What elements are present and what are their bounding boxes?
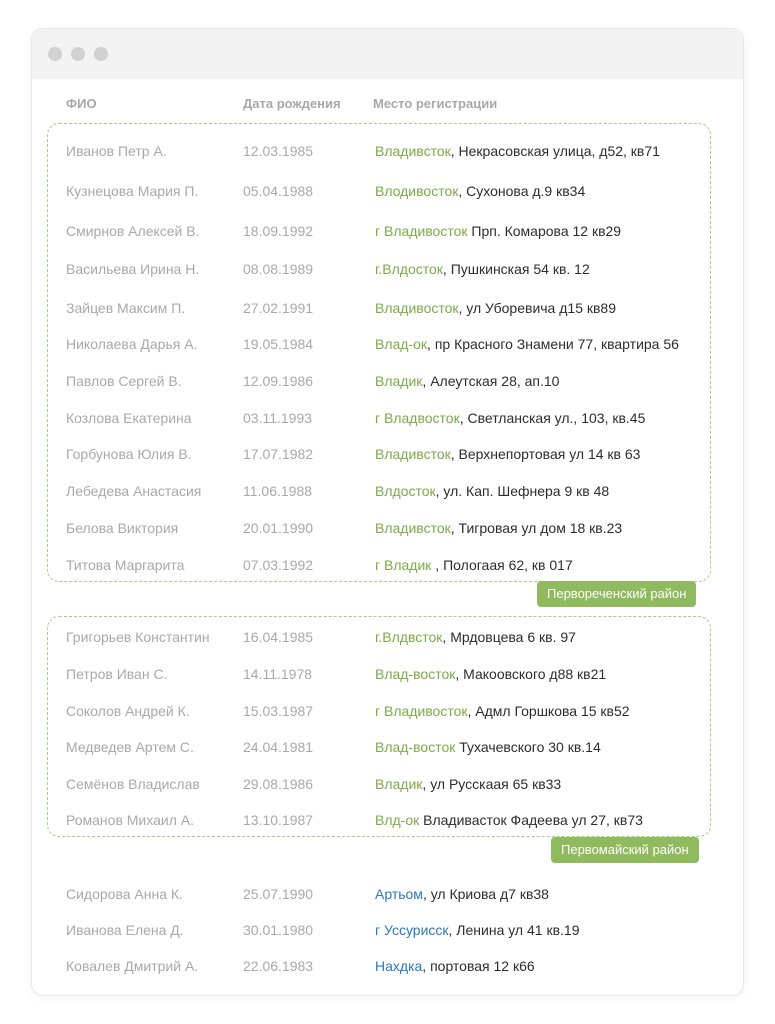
row-address-rest: , Сухонова д.9 кв34 [458, 183, 586, 199]
row-address [375, 336, 679, 352]
row-birthdate: 12.03.1985 [243, 143, 314, 159]
window-titlebar [32, 29, 743, 79]
table-row [32, 326, 743, 362]
row-birthdate: 05.04.1988 [243, 183, 314, 199]
row-city: Владивсток [375, 446, 451, 462]
window-minimize-dot[interactable] [71, 47, 85, 61]
row-birthdate: 20.01.1990 [243, 520, 314, 536]
row-address [375, 261, 590, 277]
row-birthdate: 07.03.1992 [243, 557, 314, 573]
row-city: Владик [375, 776, 423, 792]
row-birthdate: 27.02.1991 [243, 300, 314, 316]
table-row [32, 133, 743, 169]
row-address [375, 666, 606, 682]
row-city: г.Влдосток [375, 261, 443, 277]
table-row [32, 436, 743, 472]
row-address-rest: Тухачевского 30 кв.14 [455, 739, 601, 755]
row-birthdate: 17.07.1982 [243, 446, 314, 462]
row-address-rest: , Мрдовцева 6 кв. 97 [442, 629, 576, 645]
row-address [375, 223, 621, 239]
row-city: Влдосток [375, 483, 436, 499]
row-birthdate: 03.11.1993 [243, 410, 313, 426]
row-address-rest: , Ленина ул 41 кв.19 [448, 922, 580, 938]
table-row [32, 912, 743, 948]
table-row [32, 766, 743, 802]
row-address-rest: , ул Уборевича д15 кв89 [458, 300, 617, 316]
row-name: Васильева Ирина Н. [66, 261, 200, 277]
row-birthdate: 24.04.1981 [243, 739, 314, 755]
row-address [375, 446, 640, 462]
row-birthdate: 13.10.1987 [243, 812, 314, 828]
row-city: г Владивосток [375, 703, 468, 719]
row-address-rest: , портовая 12 к66 [422, 958, 535, 974]
row-address [375, 183, 585, 199]
row-name: Сидорова Анна К. [66, 886, 183, 902]
row-address [375, 886, 549, 902]
table-row [32, 547, 743, 583]
table-row [32, 290, 743, 326]
row-address-rest: , Тигровая ул дом 18 кв.23 [450, 520, 623, 536]
window-close-dot[interactable] [48, 47, 62, 61]
row-name: Николаева Дарья А. [66, 336, 198, 352]
row-city: Владивсток [375, 520, 451, 536]
row-address-rest: , Некрасовская улица, д52, кв71 [450, 143, 660, 159]
row-name: Горбунова Юлия В. [66, 446, 192, 462]
row-address-rest: , Адмл Горшкова 15 кв52 [467, 703, 630, 719]
row-city: Влад-восток [375, 666, 456, 682]
table-row [32, 173, 743, 209]
table-row [32, 948, 743, 984]
row-address [375, 703, 630, 719]
row-address [375, 143, 660, 159]
row-name: Иванов Петр А. [66, 143, 167, 159]
column-header-birthdate: Дата рождения [243, 96, 341, 111]
row-birthdate: 29.08.1986 [243, 776, 314, 792]
row-address [375, 958, 535, 974]
row-name: Григорьев Константин [66, 629, 210, 645]
row-birthdate: 16.04.1985 [243, 629, 314, 645]
row-address [375, 520, 622, 536]
table-row [32, 729, 743, 765]
row-name: Смирнов Алексей В. [66, 223, 200, 239]
row-name: Петров Иван С. [66, 666, 168, 682]
row-birthdate: 12.09.1986 [243, 373, 314, 389]
window-maximize-dot[interactable] [94, 47, 108, 61]
row-city: г.Влдвсток [375, 629, 443, 645]
row-address-rest: , Пушкинская 54 кв. 12 [442, 261, 590, 277]
row-name: Соколов Андрей К. [66, 703, 190, 719]
row-city: г Владик [375, 557, 436, 573]
row-birthdate: 19.05.1984 [243, 336, 314, 352]
row-address-rest: Владиваcток Фадеева ул 27, кв73 [419, 812, 643, 828]
row-name: Кузнецова Мария П. [66, 183, 199, 199]
row-name: Козлова Екатерина [66, 410, 192, 426]
row-address-rest: , ул Русскаая 65 кв33 [422, 776, 562, 792]
row-birthdate: 11.06.1988 [243, 483, 313, 499]
row-name: Иванова Елена Д. [66, 922, 184, 938]
row-address [375, 776, 561, 792]
row-name: Романов Михаил А. [66, 812, 194, 828]
row-address-rest: , Пологаая 62, кв 017 [435, 557, 573, 573]
row-name: Семёнов Владислав [66, 776, 200, 792]
row-name: Белова Виктория [66, 520, 179, 536]
column-header-registration: Место регистрации [373, 96, 498, 111]
group-pervorechensky-badge: Первореченский район [537, 581, 696, 607]
row-birthdate: 22.06.1983 [243, 958, 314, 974]
table-row [32, 656, 743, 692]
row-city: Влодивосток [375, 183, 459, 199]
row-city: г Владвосток [375, 410, 460, 426]
table-row [32, 363, 743, 399]
row-address-rest: Прп. Комарова 12 кв29 [467, 223, 622, 239]
browser-window [31, 28, 744, 996]
row-city: г Владивосток [375, 223, 468, 239]
row-name: Титова Маргарита [66, 557, 185, 573]
row-city: Нахдка [375, 958, 423, 974]
row-city: г Уссурисск [375, 922, 449, 938]
row-address-rest: , Алеутская 28, ап.10 [422, 373, 560, 389]
row-address [375, 739, 601, 755]
table-row [32, 473, 743, 509]
table-row [32, 619, 743, 655]
table-row [32, 213, 743, 249]
row-city: Влад-восток [375, 739, 456, 755]
row-city: Владивосток [375, 300, 459, 316]
row-address-rest: , пр Красного Знамени 77, квартира 56 [427, 336, 679, 352]
table-row [32, 510, 743, 546]
row-name: Павлов Сергей В. [66, 373, 182, 389]
table-row [32, 400, 743, 436]
column-header-name: ФИО [66, 96, 97, 111]
row-birthdate: 30.01.1980 [243, 922, 314, 938]
row-address [375, 483, 609, 499]
row-address-rest: , ул. Кап. Шефнера 9 кв 48 [435, 483, 610, 499]
row-birthdate: 14.11.1978 [243, 666, 313, 682]
table-row [32, 876, 743, 912]
row-address [375, 300, 616, 316]
row-city: Владивсток [375, 143, 451, 159]
row-address-rest: , Верхнепортовая ул 14 кв 63 [450, 446, 641, 462]
row-name: Зайцев Максим П. [66, 300, 186, 316]
row-name: Медведев Артем С. [66, 739, 194, 755]
row-address-rest: , ул Криова д7 кв38 [422, 886, 549, 902]
row-city: Влад-ок [375, 336, 428, 352]
row-city: Владик [375, 373, 423, 389]
row-address [375, 812, 643, 828]
row-city: Влд-ок [375, 812, 420, 828]
row-address [375, 410, 645, 426]
row-address [375, 373, 559, 389]
row-name: Лебедева Анастасия [66, 483, 202, 499]
row-city: Артьом [375, 886, 423, 902]
row-address-rest: , Светланская ул., 103, кв.45 [459, 410, 646, 426]
row-address [375, 557, 573, 573]
row-address [375, 629, 576, 645]
table-row [32, 251, 743, 287]
row-birthdate: 25.07.1990 [243, 886, 314, 902]
row-address [375, 922, 579, 938]
row-name: Ковалев Дмитрий А. [66, 958, 199, 974]
table-row [32, 693, 743, 729]
row-birthdate: 08.08.1989 [243, 261, 314, 277]
row-birthdate: 15.03.1987 [243, 703, 314, 719]
group-pervomaysky-badge: Первомайский район [551, 837, 699, 863]
row-address-rest: , Макоовского д88 кв21 [455, 666, 607, 682]
table-row [32, 802, 743, 838]
row-birthdate: 18.09.1992 [243, 223, 314, 239]
